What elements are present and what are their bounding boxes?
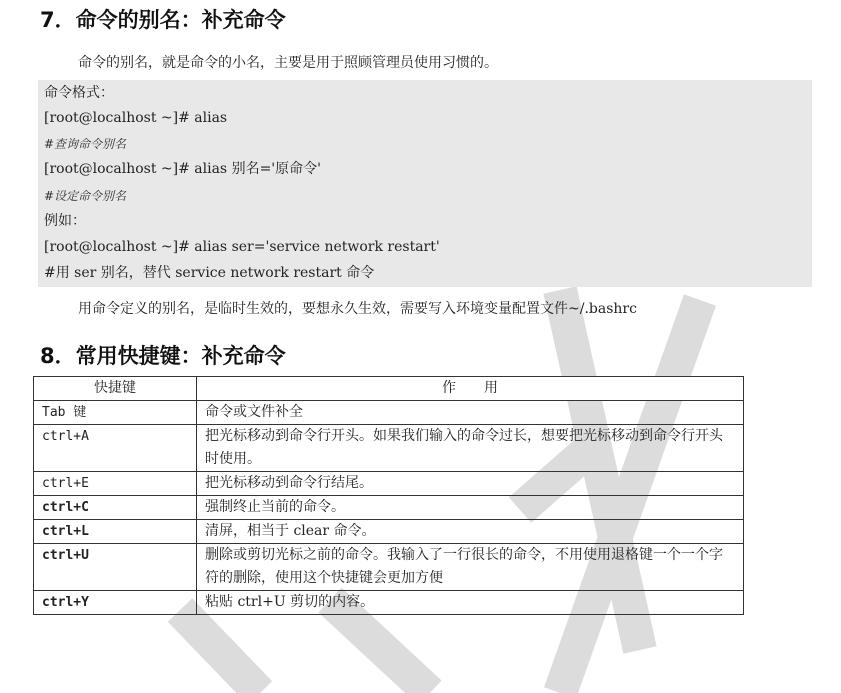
table-header-row — [34, 377, 744, 401]
section-8-heading: 8．常用快捷键：补充命令 — [40, 344, 286, 368]
table-row — [34, 401, 744, 425]
code-line: 例如： — [44, 213, 86, 229]
shortcut-desc-cell: 强制终止当前的命令。 — [197, 496, 744, 520]
table-row — [34, 472, 744, 496]
shortcut-key-cell: ctrl+L — [34, 520, 197, 544]
table-header-cell: 快捷键 — [34, 377, 197, 401]
code-line: [root@localhost ~]# alias ser='service network restart' — [44, 239, 440, 255]
table-header-cell: 作 用 — [197, 377, 744, 401]
code-comment: #用 ser 别名，替代 service network restart 命令 — [44, 265, 375, 281]
code-line: [root@localhost ~]# alias 别名='原命令' — [44, 161, 321, 177]
section-7-heading: 7．命令的别名：补充命令 — [40, 8, 286, 32]
section-7-intro: 命令的别名，就是命令的小名，主要是用于照顾管理员使用习惯的。 — [78, 55, 498, 71]
code-comment: #查询命令别名 — [44, 137, 127, 151]
shortcut-desc-cell: 把光标移动到命令行开头。如果我们输入的命令过长，想要把光标移动到命令行开头时使用。 — [197, 425, 744, 472]
table-row — [34, 425, 744, 472]
table-row — [34, 544, 744, 591]
table-row — [34, 520, 744, 544]
shortcut-desc-cell: 把光标移动到命令行结尾。 — [197, 472, 744, 496]
shortcut-desc-cell: 粘贴 ctrl+U 剪切的内容。 — [197, 591, 744, 615]
code-comment: #设定命令别名 — [44, 189, 127, 203]
shortcut-key-cell: ctrl+Y — [34, 591, 197, 615]
shortcut-key-cell: ctrl+E — [34, 472, 197, 496]
shortcut-desc-cell: 删除或剪切光标之前的命令。我输入了一行很长的命令，不用使用退格键一个一个字符的删除，使用这个快捷键会更加方便 — [197, 544, 744, 591]
table-row — [34, 591, 744, 615]
shortcut-desc-cell: 命令或文件补全 — [197, 401, 744, 425]
shortcut-key-cell: ctrl+A — [34, 425, 197, 472]
shortcut-key-cell: ctrl+U — [34, 544, 197, 591]
code-line: 命令格式： — [44, 85, 114, 101]
section-7-note: 用命令定义的别名，是临时生效的，要想永久生效，需要写入环境变量配置文件~/.bashrc — [78, 301, 637, 317]
shortcut-key-cell: Tab 键 — [34, 401, 197, 425]
shortcut-desc-cell: 清屏，相当于 clear 命令。 — [197, 520, 744, 544]
table-row — [34, 496, 744, 520]
shortcut-table — [33, 376, 744, 615]
code-line: [root@localhost ~]# alias — [44, 110, 228, 126]
shortcut-key-cell: ctrl+C — [34, 496, 197, 520]
